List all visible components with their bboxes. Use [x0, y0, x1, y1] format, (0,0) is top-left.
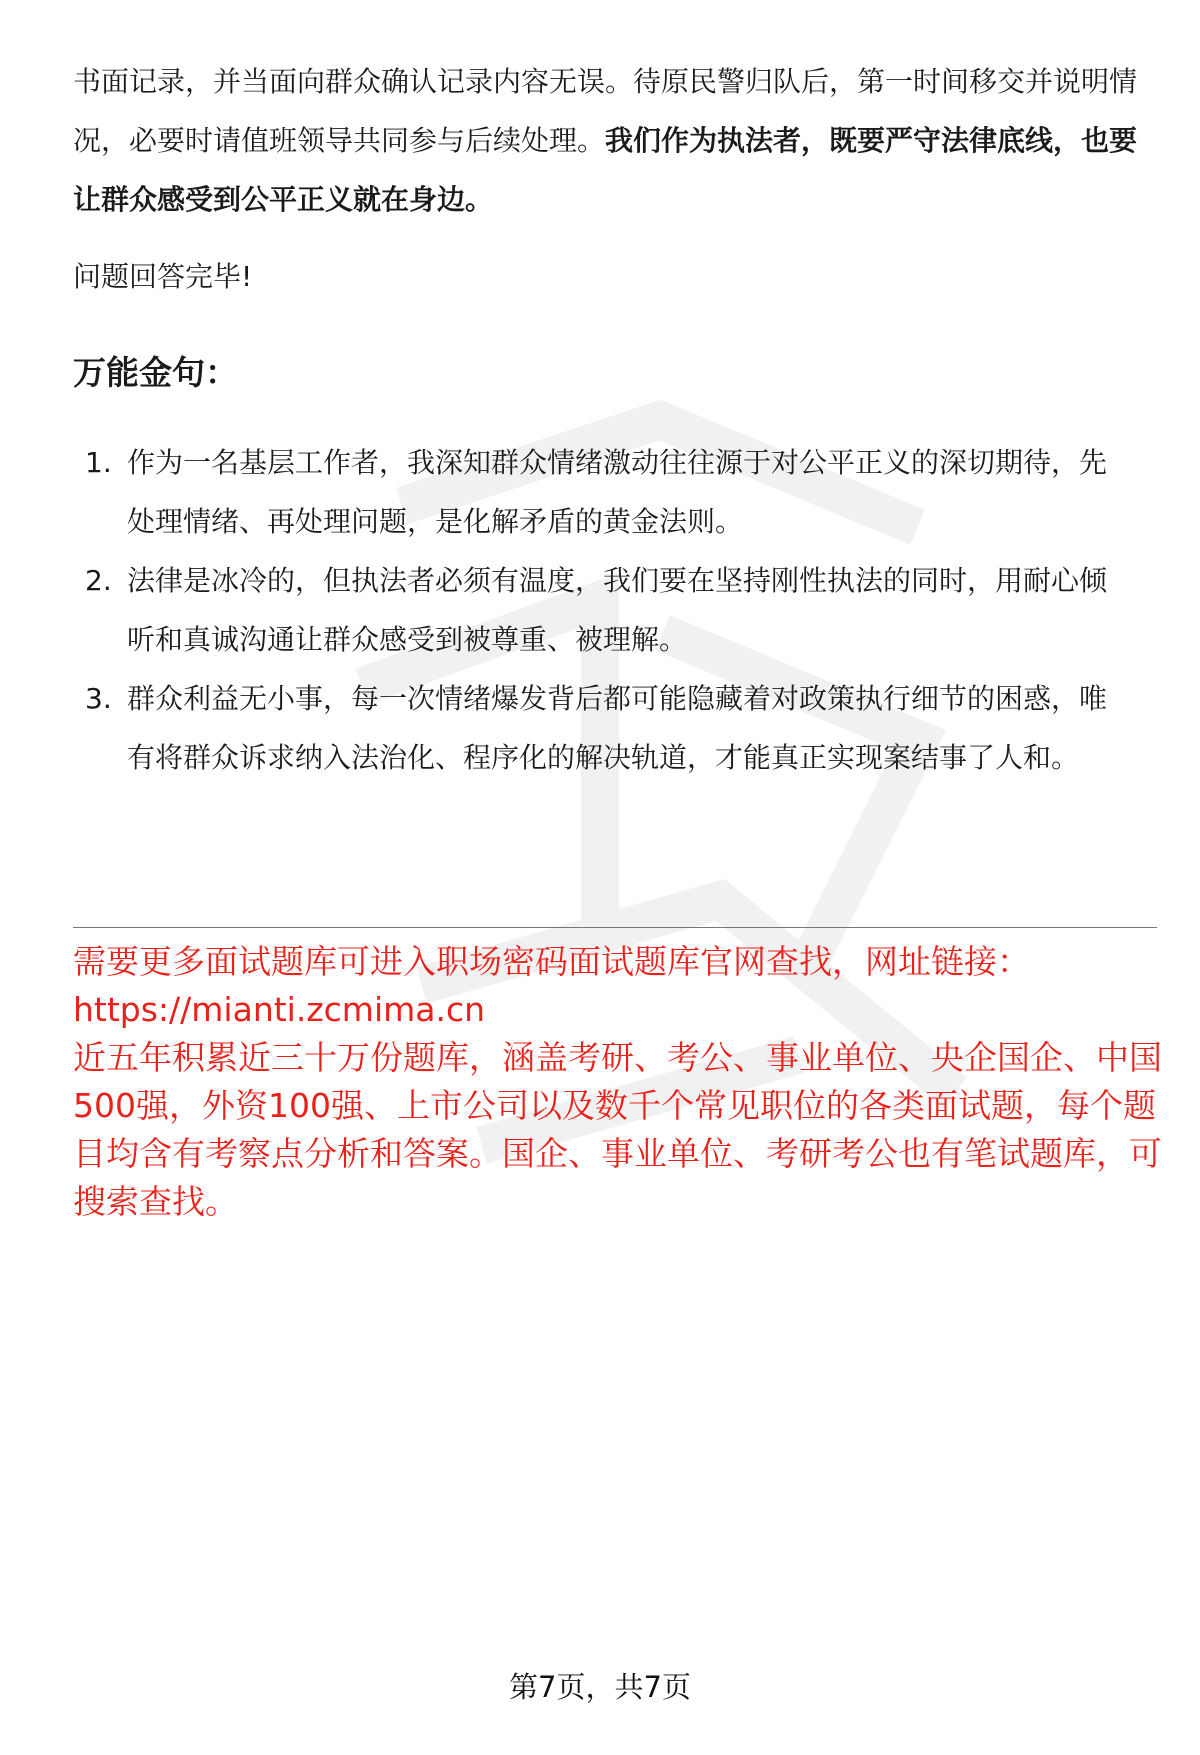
list-item-number: 1.	[85, 446, 112, 479]
list-item-text: 群众利益无小事，每一次情绪爆发背后都可能隐藏着对政策执行细节的困惑，唯有将群众诉求纳入法治化、程序化的解决轨道，才能真正实现案结事了人和。	[127, 682, 1108, 774]
promo-description-text: 近五年积累近三十万份题库，涵盖考研、考公、事业单位、央企国企、中国500强，外资100强、上市公司以及数千个常见职位的各类面试题，每个题目均含有考察点分析和答案。国企、事业单位、考研考公也有笔试题库，可搜索查找。	[73, 1038, 1162, 1221]
promo-intro-text: 需要更多面试题库可进入职场密码面试题库官网查找，网址链接：	[73, 942, 1030, 981]
main-content	[73, 52, 1163, 787]
page-footer: 第7页，共7页	[509, 1670, 691, 1704]
section-title: 万能金句：	[73, 353, 238, 392]
closing-text: 问题回答完毕!	[73, 260, 253, 293]
list-item-number: 3.	[85, 682, 112, 715]
promo-block	[73, 938, 1163, 1226]
list-item	[73, 669, 1163, 787]
list-item-text: 法律是冰冷的，但执法者必须有温度，我们要在坚持刚性执法的同时，用耐心倾听和真诚沟通让群众感受到被尊重、被理解。	[127, 564, 1108, 656]
list-item-number: 2.	[85, 564, 112, 597]
golden-sentences-list	[73, 433, 1163, 787]
promo-url-link[interactable]: https://mianti.zcmima.cn	[73, 990, 486, 1029]
section-divider	[73, 927, 1157, 928]
list-item	[73, 433, 1163, 551]
list-item	[73, 551, 1163, 669]
list-item-text: 作为一名基层工作者，我深知群众情绪激动往往源于对公平正义的深切期待，先处理情绪、再处理问题，是化解矛盾的黄金法则。	[127, 446, 1108, 538]
body-paragraph	[73, 52, 1163, 229]
paragraph-bold-text: 我们作为执法者，既要严守法律底线，也要让群众感受到公平正义就在身边。	[73, 124, 1138, 216]
paragraph-text: 书面记录，并当面向群众确认记录内容无误。待原民警归队后，第一时间移交并说明情况，必要时请值班领导共同参与后续处理。	[73, 65, 1138, 157]
